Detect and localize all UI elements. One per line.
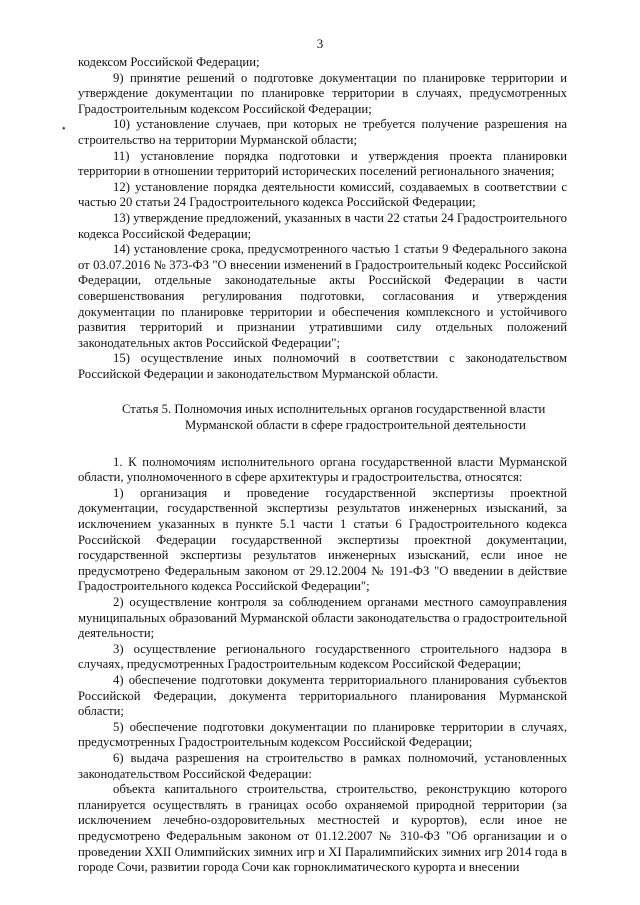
paragraph-item-11: 11) установление порядка подготовки и утверждения проекта планировки территории в отношении территорий исторических поселений регионального значения; [78, 148, 567, 179]
scan-mark: • [62, 124, 66, 135]
paragraph-part-1: 1. К полномочиям исполнительного органа государственной власти Мурманской области, уполномоченного в сфере архитектуры и градостроительства, относятся: [78, 454, 567, 485]
paragraph-item-13: 13) утверждение предложений, указанных в части 22 статьи 24 Градостроительного кодекса Российской Федерации; [78, 210, 567, 241]
paragraph-item-14: 14) установление срока, предусмотренного частью 1 статьи 9 Федерального закона от 03.07.2016 № 373-ФЗ "О внесении изменений в Градостроительный кодекс Российской Федерации, отдельные законодательные акты Российской Федерации в части совершенствования регулирования подготовки, согласования и утверждения документации по планировке территории и обеспечения комплексного и устойчивого развития территорий и признании утратившими силу отдельных положений законодательных актов Российской Федерации"; [78, 242, 567, 350]
document-body [78, 55, 567, 876]
paragraph-item-15: 15) осуществление иных полномочий в соответствии с законодательством Российской Федерации и законодательством Мурманской области. [78, 351, 567, 381]
paragraph-item-5: 5) обеспечение подготовки документации по планировке территории в случаях, предусмотренных Градостроительным кодексом Российской Федерации; [78, 719, 567, 750]
paragraph-item-4: 4) обеспечение подготовки документа территориального планирования субъектов Российской Федерации, документа территориального планирования Мурманской области; [78, 672, 567, 719]
paragraph-item-9: 9) принятие решений о подготовке документации по планировке территории и утверждение документации по планировке территории в случаях, предусмотренных Градостроительным кодексом Российской Федерации; [78, 70, 567, 116]
paragraph-item-1: 1) организация и проведение государственной экспертизы проектной документации, государственной экспертизы результатов инженерных изысканий, за исключением указанных в пункте 5.1 части 1 статьи 6 Градостроительного кодекса Российской Федерации государственной экспертизы проектной документации, государственной экспертизы результатов инженерных изысканий, если иное не предусмотрено Федеральным законом от 29.12.2004 № 191-ФЗ "О введении в действие Градостроительного кодекса Российской Федерации"; [78, 485, 567, 594]
page-number: 3 [316, 36, 324, 51]
article-heading-line-2: Мурманской области в сфере градостроительной деятельности [185, 418, 526, 433]
paragraph-item-2: 2) осуществление контроля за соблюдением органами местного самоуправления муниципальных образований Мурманской области законодательства о градостроительной деятельности; [78, 595, 567, 641]
paragraph-item-10: 10) установление случаев, при которых не требуется получение разрешения на строительство на территории Мурманской области; [78, 117, 567, 147]
article-heading-line-1: Статья 5. Полномочия иных исполнительных органов государственной власти [122, 402, 546, 417]
paragraph-continuation: кодексом Российской Федерации; [78, 55, 260, 69]
paragraph-item-12: 12) установление порядка деятельности комиссий, создаваемых в соответствии с частью 20 статьи 24 Градостроительного кодекса Российской Федерации; [78, 179, 567, 210]
paragraph-item-6: 6) выдача разрешения на строительство в рамках полномочий, установленных законодательством Российской Федерации: [78, 750, 567, 781]
article-heading [78, 402, 567, 433]
paragraph-subitem: объекта капитального строительства, строительство, реконструкцию которого планируется осуществлять в границах особо охраняемой природной территории (за исключением лечебно-оздоровительных местностей и курортов), если иное не предусмотрено Федеральным законом от 01.12.2007 № 310-ФЗ "Об организации и о проведении XXII Олимпийских зимних игр и XI Паралимпийских зимних игр 2014 года в городе Сочи, развитии города Сочи как горноклиматического курорта и внесении [78, 782, 567, 875]
paragraph-item-3: 3) осуществление регионального государственного строительного надзора в случаях, предусмотренных Градостроительным кодексом Российской Федерации; [78, 641, 567, 672]
